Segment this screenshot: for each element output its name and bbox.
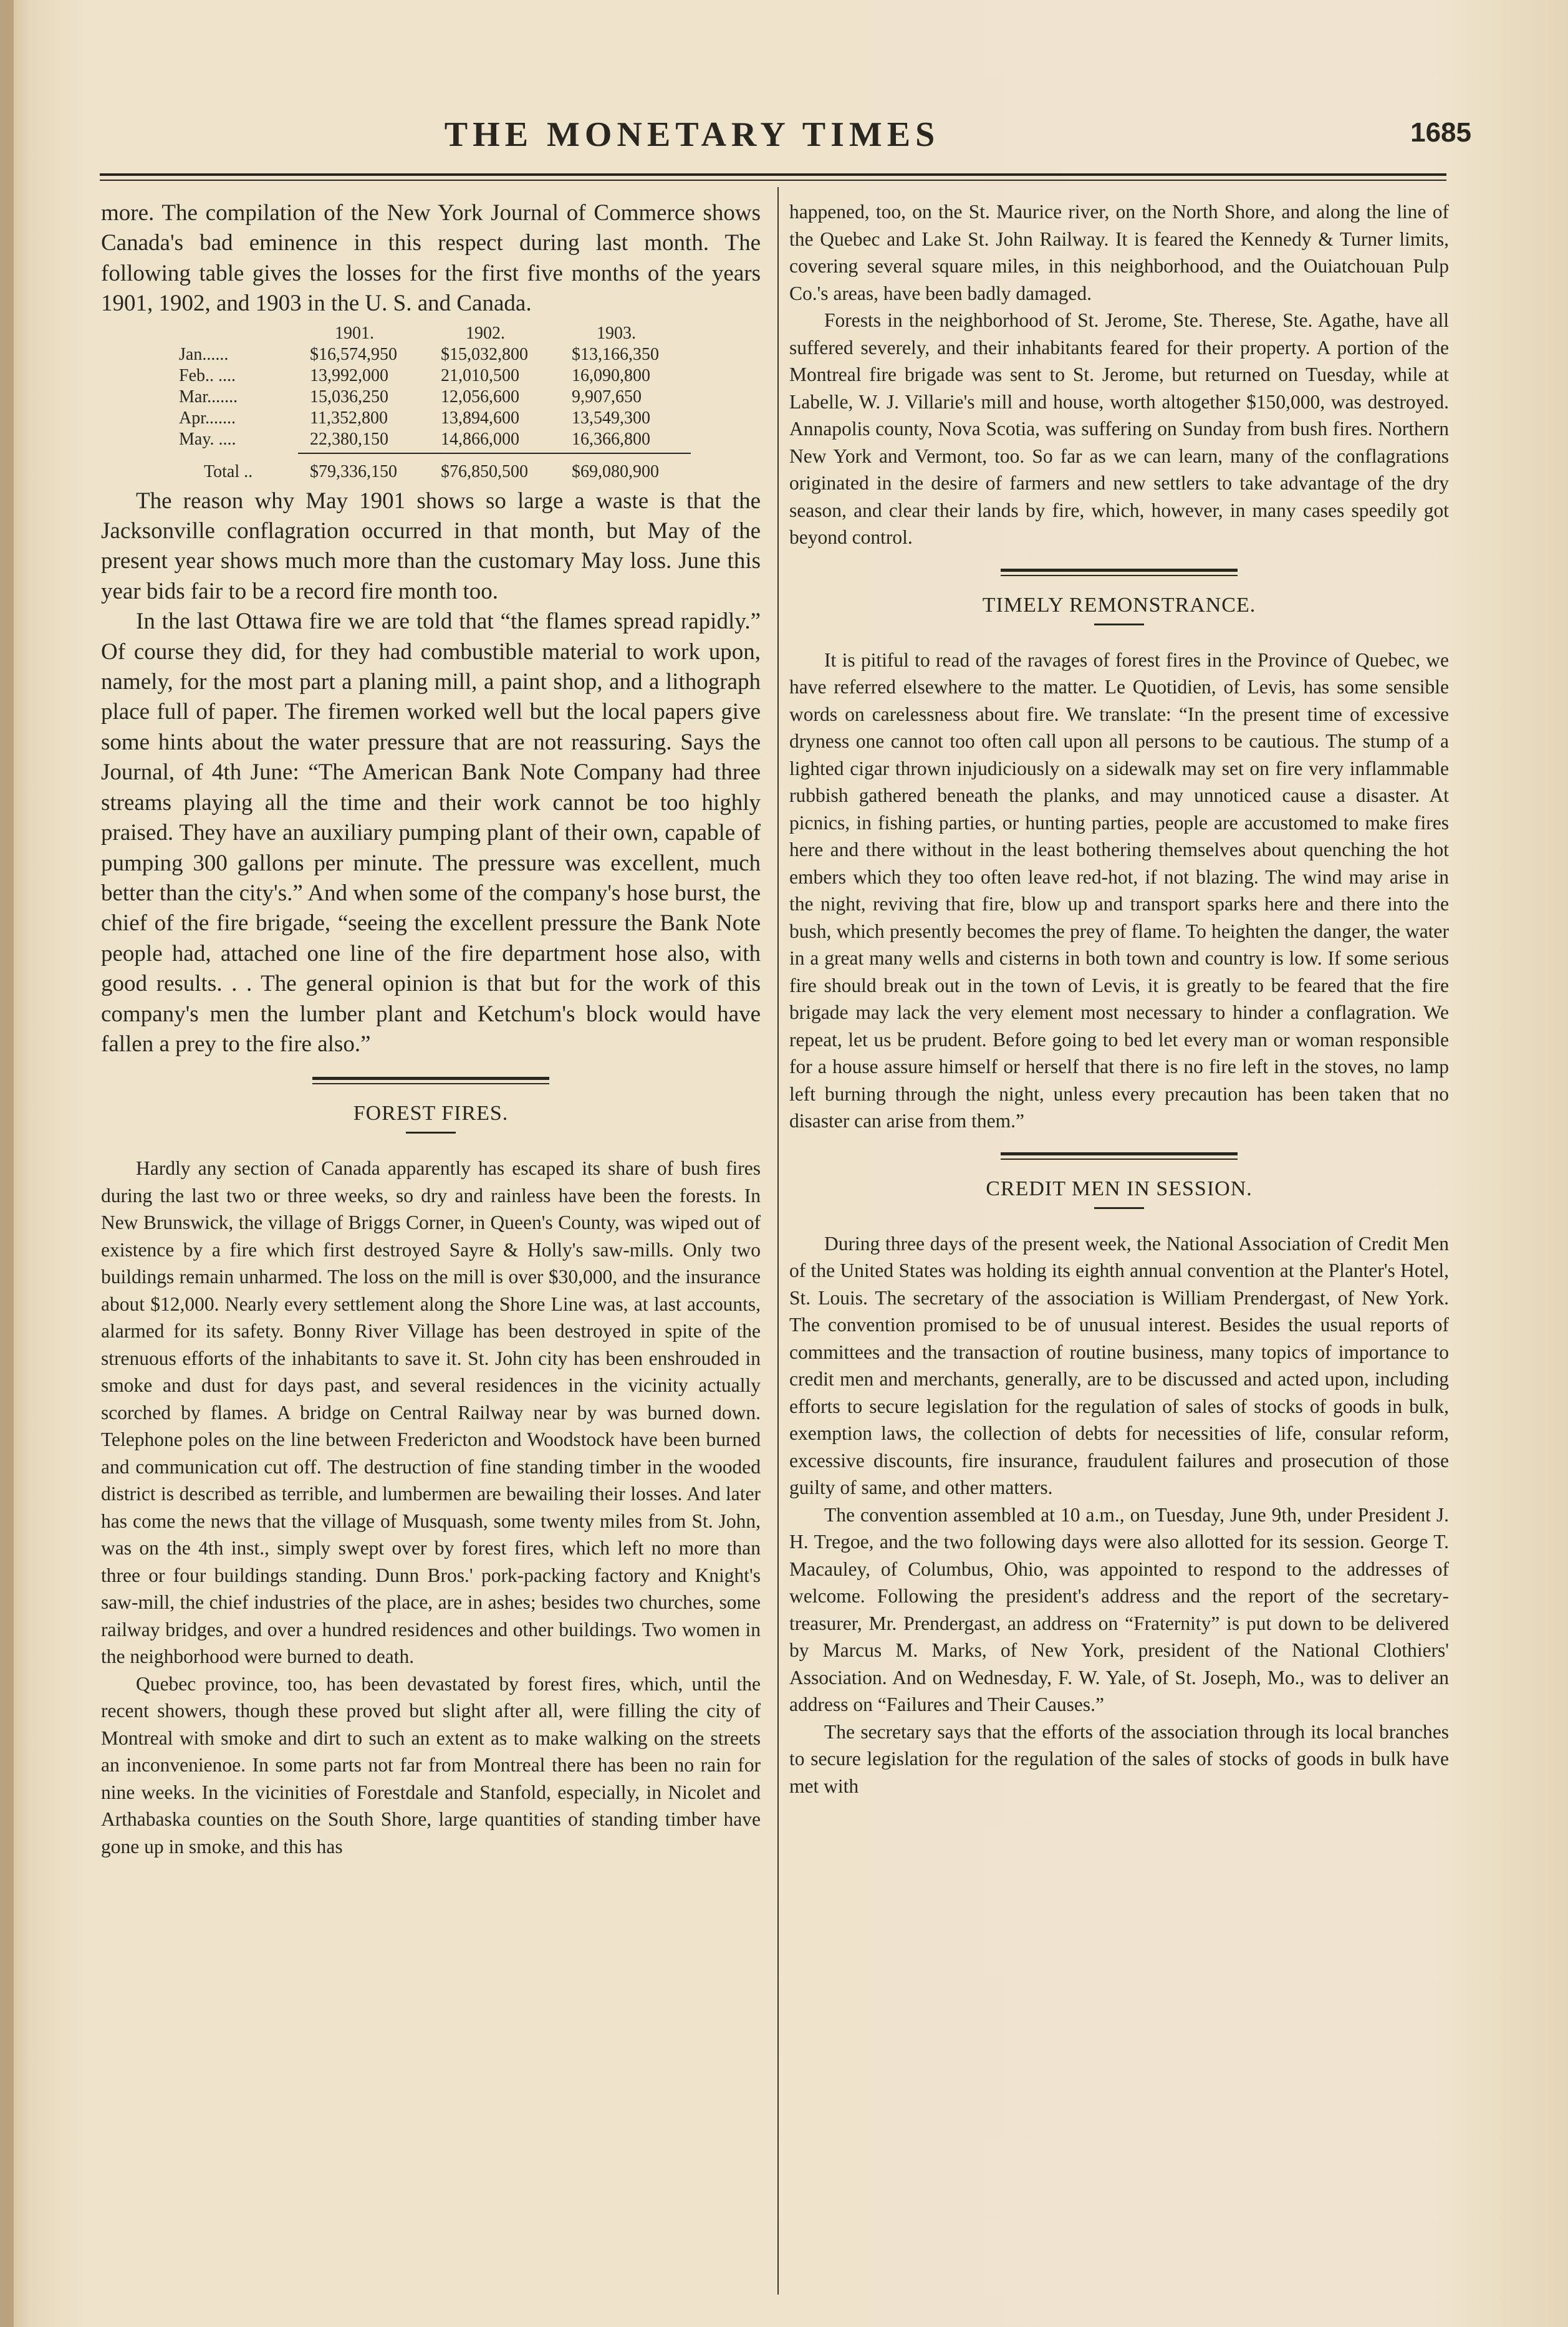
- article-paragraph: The convention assembled at 10 a.m., on Tuesday, June 9th, under President J. H. Tregoe, and the two following days were also allotted for its session. George T. Macauley, of Columbus, Ohio, was appointed to respond to the addresses of welcome. Following the president's address and the report of the secretary-treasurer, Mr. Prendergast, an address on “Fraternity” is put down to be delivered by Marcus M. Marks, of New York, president of the National Clothiers' Association. And on Wednesday, F. W. Yale, of St. Joseph, Mo., was to deliver an address on “Failures and Their Causes.”: [789, 1503, 1449, 1715]
- table-row: [101, 365, 761, 387]
- heading-dash: [1094, 624, 1144, 625]
- section-heading: CREDIT MEN IN SESSION.: [986, 1177, 1253, 1200]
- table-cell: Apr.......: [179, 408, 236, 428]
- heading-dash: [1094, 1207, 1144, 1209]
- intro-paragraph: more. The compilation of the New York Journal of Commerce shows Canada's bad eminence in this respect during last month. The following table gives the losses for the first five months of the years 1901, 1902, and 1903 in the U. S. and Canada.: [101, 200, 761, 317]
- table-header-cell: 1902.: [466, 323, 505, 343]
- left-column: [101, 198, 761, 1860]
- fire-loss-table: [101, 323, 761, 483]
- table-row: [101, 344, 761, 365]
- table-cell: $69,080,900: [572, 461, 659, 481]
- section-heading: TIMELY REMONSTRANCE.: [982, 593, 1256, 617]
- page-number: 1685: [1410, 117, 1471, 148]
- table-cell: Jan......: [179, 344, 229, 364]
- table-cell: $16,574,950: [310, 344, 397, 364]
- table-cell: Feb.. ....: [179, 365, 236, 385]
- table-row: [101, 387, 761, 408]
- section-separator: [312, 1077, 549, 1084]
- publication-title: THE MONETARY TIMES: [444, 115, 940, 154]
- table-cell: 9,907,650: [572, 387, 642, 407]
- table-header-cell: [101, 323, 310, 344]
- table-cell: $76,850,500: [441, 461, 528, 481]
- table-header-cell: 1901.: [335, 323, 374, 343]
- table-cell: 11,352,800: [310, 408, 388, 428]
- table-row: [101, 408, 761, 429]
- table-cell: 12,056,600: [441, 387, 519, 407]
- table-cell: $13,166,350: [572, 344, 659, 364]
- masthead: [100, 111, 1471, 161]
- article-paragraph: In the last Ottawa fire we are told that “the flames spread rapidly.” Of course they did, for they had combustible material to work upon, namely, for the most part a planing mill, a paint shop, and a lithograph place full of paper. The firemen worked well but the local papers give some hints about the water pressure that are not reassuring. Says the Journal, of 4th June: “The American Bank Note Company had three streams playing all the time and their work cannot be too highly praised. They have an auxiliary pumping plant of their own, capable of pumping 300 gallons per minute. The pressure was excellent, much better than the city's.” And when some of the company's hose burst, the chief of the fire brigade, “seeing the excellent pressure the Bank Note people had, attached one line of the fire department hose also, with good results. . . The general opinion is that but for the work of this company's men the lumber plant and Ketchum's block would have fallen a prey to the fire also.”: [101, 609, 761, 1057]
- table-cell: 16,090,800: [572, 365, 650, 385]
- section-separator: [1001, 1152, 1238, 1160]
- table-cell: 16,366,800: [572, 429, 650, 449]
- table-cell: 15,036,250: [310, 387, 388, 407]
- table-total-rule: [298, 453, 691, 454]
- heading-dash: [406, 1132, 456, 1134]
- table-cell: Total ..: [204, 461, 253, 481]
- table-cell: 13,992,000: [310, 365, 388, 385]
- table-cell: 14,866,000: [441, 429, 519, 449]
- article-paragraph: Forests in the neighborhood of St. Jerome, Ste. Therese, Ste. Agathe, have all suffered severely, and their inhabitants feared for their property. A portion of the Montreal fire brigade was sent to St. Jerome, but returned on Tuesday, while at Labelle, W. J. Villarie's mill and house, worth altogether $150,000, was destroyed. Annapolis county, Nova Scotia, was suffering on Sunday from bush fires. Northern New York and Vermont, too. So far as we can learn, many of the conflagrations originated in the desire of farmers and new settlers to take advantage of the dry season, and clear their lands by fire, which, however, in many cases speedily got beyond control.: [789, 309, 1449, 548]
- table-cell: 21,010,500: [441, 365, 519, 385]
- section-heading: FOREST FIRES.: [353, 1102, 509, 1125]
- header-rule: [100, 173, 1446, 176]
- section-separator: [1001, 569, 1238, 576]
- table-cell: $15,032,800: [441, 344, 528, 364]
- table-cell: $79,336,150: [310, 461, 397, 481]
- header-rule-thin: [100, 180, 1446, 181]
- article-paragraph: Quebec province, too, has been devastated by forest fires, which, until the recent showers, though these proved but slight after all, were filling the city of Montreal with smoke and dirt to such an extent as to make walking on the streets an inconvenienoe. In some parts not far from Montreal there has been no rain for nine weeks. In the vicinities of Forestdale and Stanfold, especially, in Nicolet and Arthabaska counties on the South Shore, large quantities of standing timber have gone up in smoke, and this has: [101, 1672, 761, 1857]
- table-cell: May. ....: [179, 429, 236, 449]
- right-column: [789, 198, 1449, 1799]
- article-paragraph: During three days of the present week, the National Association of Credit Men of the United States was holding its eighth annual convention at the Planter's Hotel, St. Louis. The secretary of the association is William Prendergast, of New York. The convention promised to be of unusual interest. Besides the usual reports of committees and the transaction of routine business, many topics of importance to credit men and merchants, generally, are to be discussed and acted upon, including efforts to secure legislation for the regulation of sales of stocks of goods in bulk, exemption laws, the collection of debts for necessities of life, consular reform, excessive discounts, fire insurance, fraudulent failures and prosecution of those guilty of same, and other matters.: [789, 1232, 1449, 1498]
- table-cell: 13,549,300: [572, 408, 650, 428]
- article-paragraph: The secretary says that the efforts of the association through its local branches to secure legislation for the regulation of the sales of stocks of goods in bulk have met with: [789, 1720, 1449, 1797]
- table-header-row: [101, 323, 761, 344]
- article-paragraph: Hardly any section of Canada apparently has escaped its share of bush fires during the last two or three weeks, so dry and rainless have been the forests. In New Brunswick, the village of Briggs Corner, in Queen's County, was wiped out of existence by a fire which first destroyed Sayre & Holly's saw-mills. Only two buildings remain unharmed. The loss on the mill is over $30,000, and the insurance about $12,000. Nearly every settlement along the Shore Line was, at last accounts, alarmed for its safety. Bonny River Village has been destroyed in spite of the strenuous efforts of the inhabitants to save it. St. John city has been enshrouded in smoke and dust for days past, and several residences in the vicinity actually scorched by flames. A bridge on Central Railway near by was burned down. Telephone poles on the line between Fredericton and Woodstock have been burned and communication cut off. The destruction of fine standing timber in the wooded district is described as terrible, and lumbermen are bewailing their losses. And later has come the news that the village of Musquash, some twenty miles from St. John, was on the 4th inst., simply swept over by forest fires, which left no more than three or four buildings standing. Dunn Bros.' pork-packing factory and Knight's saw-mill, the chief industries of the place, are in ashes; besides two churches, some railway bridges, and over a hundred residences and other buildings. Two women in the neighborhood were burned to death.: [101, 1157, 761, 1668]
- table-cell: Mar.......: [179, 387, 238, 407]
- article-paragraph: happened, too, on the St. Maurice river, on the North Shore, and along the line of the Quebec and Lake St. John Railway. It is feared the Kennedy & Turner limits, covering several square miles, in this neighborhood, and the Ouiatchouan Pulp Co.'s areas, have been badly damaged.: [789, 201, 1449, 304]
- table-total-row: [101, 461, 761, 483]
- article-paragraph: It is pitiful to read of the ravages of forest fires in the Province of Quebec, we have referred elsewhere to the matter. Le Quotidien, of Levis, has some sensible words on carelessness about fire. We translate: “In the present time of excessive dryness one cannot too often call upon all persons to be cautious. The stump of a lighted cigar thrown injudiciously on a sidewalk may set on fire very inflammable rubbish gathered beneath the planks, and may unnoticed cause a disaster. At picnics, in fishing parties, or hunting parties, people are accustomed to make fires here and there without in the least bothering themselves about quenching the hot embers which they too often leave red-hot, if not blazing. The wind may arise in the night, reviving that fire, blow up and transport sparks here and there into the bush, which presently becomes the prey of flame. To heighten the danger, the water in a great many wells and cisterns in both town and country is low. If some serious fire should break out in the town of Levis, it is greatly to be feared that the fire brigade may lack the very element most necessary to hinder a conflagration. We repeat, let us be prudent. Before going to bed let every man or woman responsible for a house assure himself or herself that there is no fire left in the stoves, no lamp left burning through the night, unless every precaution has been taken that no disaster can arise from them.”: [789, 648, 1449, 1132]
- table-cell: 13,894,600: [441, 408, 519, 428]
- table-header-cell: 1903.: [597, 323, 636, 343]
- column-divider: [777, 187, 779, 2295]
- table-cell: 22,380,150: [310, 429, 388, 449]
- table-row: [101, 429, 761, 450]
- page-spine: [0, 0, 14, 2327]
- article-paragraph: The reason why May 1901 shows so large a waste is that the Jacksonville conflagration occurred in that month, but May of the present year shows much more than the customary May loss. June this year bids fair to be a record fire month too.: [101, 488, 761, 604]
